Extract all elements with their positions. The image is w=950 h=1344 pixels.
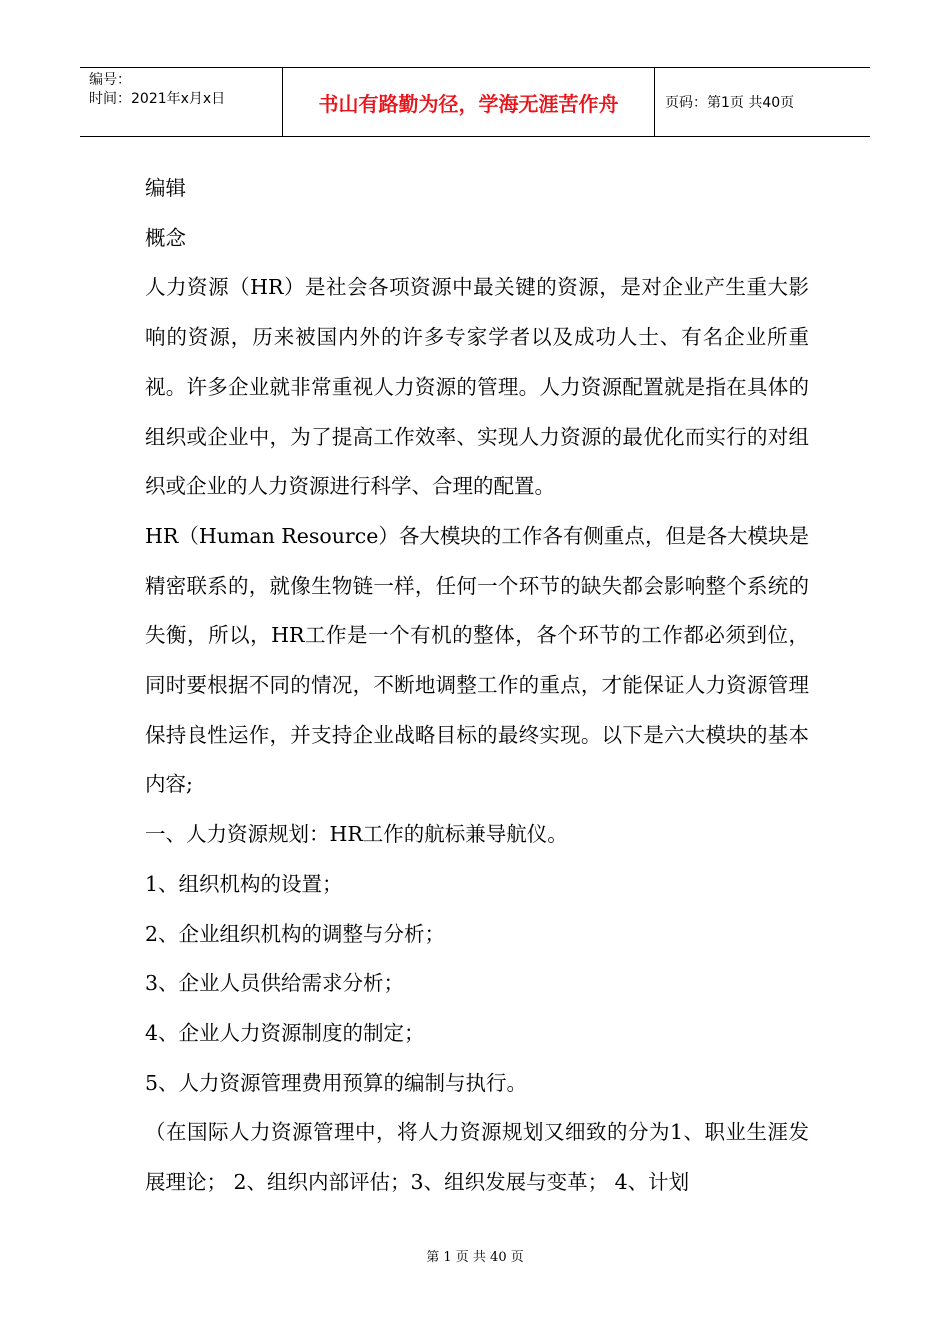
date-label: 时间：2021年x月x日 xyxy=(89,91,226,107)
paragraph-1: 人力资源（HR）是社会各项资源中最关键的资源，是对企业产生重大影响的资源，历来被国内外的许多专家学者以及成功人士、有名企业所重视。许多企业就非常重视人力资源的管理。人力资源配置就是指在具体的组织或企业中，为了提高工作效率、实现人力资源的最优化而实行的对组织或企业的人力资源进行科学、合理的配置。 xyxy=(145,275,809,499)
paragraph-2: HR（Human Resource）各大模块的工作各有侧重点，但是各大模块是精密联系的，就像生物链一样，任何一个环节的缺失都会影响整个系统的失衡，所以，HR工作是一个有机的整体，各个环节的工作都必须到位，同时要根据不同的情况，不断地调整工作的重点，才能保证人力资源管理保持良性运作，并支持企业战略目标的最终实现。以下是六大模块的基本内容; xyxy=(145,523,809,797)
list-item: 4、企业人力资源制度的制定； xyxy=(145,1020,425,1045)
list-item: 5、人力资源管理费用预算的编制与执行。 xyxy=(145,1070,528,1095)
document-header xyxy=(80,67,870,137)
header-meta xyxy=(80,68,283,136)
section-heading-1: 一、人力资源规划：HR工作的航标兼导航仪。 xyxy=(145,822,568,847)
header-motto: 书山有路勤为径，学海无涯苦作舟 xyxy=(283,68,655,136)
heading-concept: 概念 xyxy=(145,225,186,250)
number-label: 编号： xyxy=(89,72,131,88)
paragraph-3: （在国际人力资源管理中，将人力资源规划又细致的分为1、职业生涯发展理论； 2、组织内部评估；3、组织发展与变革； 4、计划 xyxy=(145,1120,809,1195)
list-item: 2、企业组织机构的调整与分析； xyxy=(145,921,446,946)
document-body xyxy=(145,164,809,1208)
list-item: 1、组织机构的设置； xyxy=(145,871,343,896)
heading-edit: 编辑 xyxy=(145,176,186,200)
header-page-info: 页码：第1页 共40页 xyxy=(665,95,795,111)
list-item: 3、企业人员供给需求分析； xyxy=(145,971,405,996)
page-footer: 第 1 页 共 40 页 xyxy=(426,1250,524,1265)
